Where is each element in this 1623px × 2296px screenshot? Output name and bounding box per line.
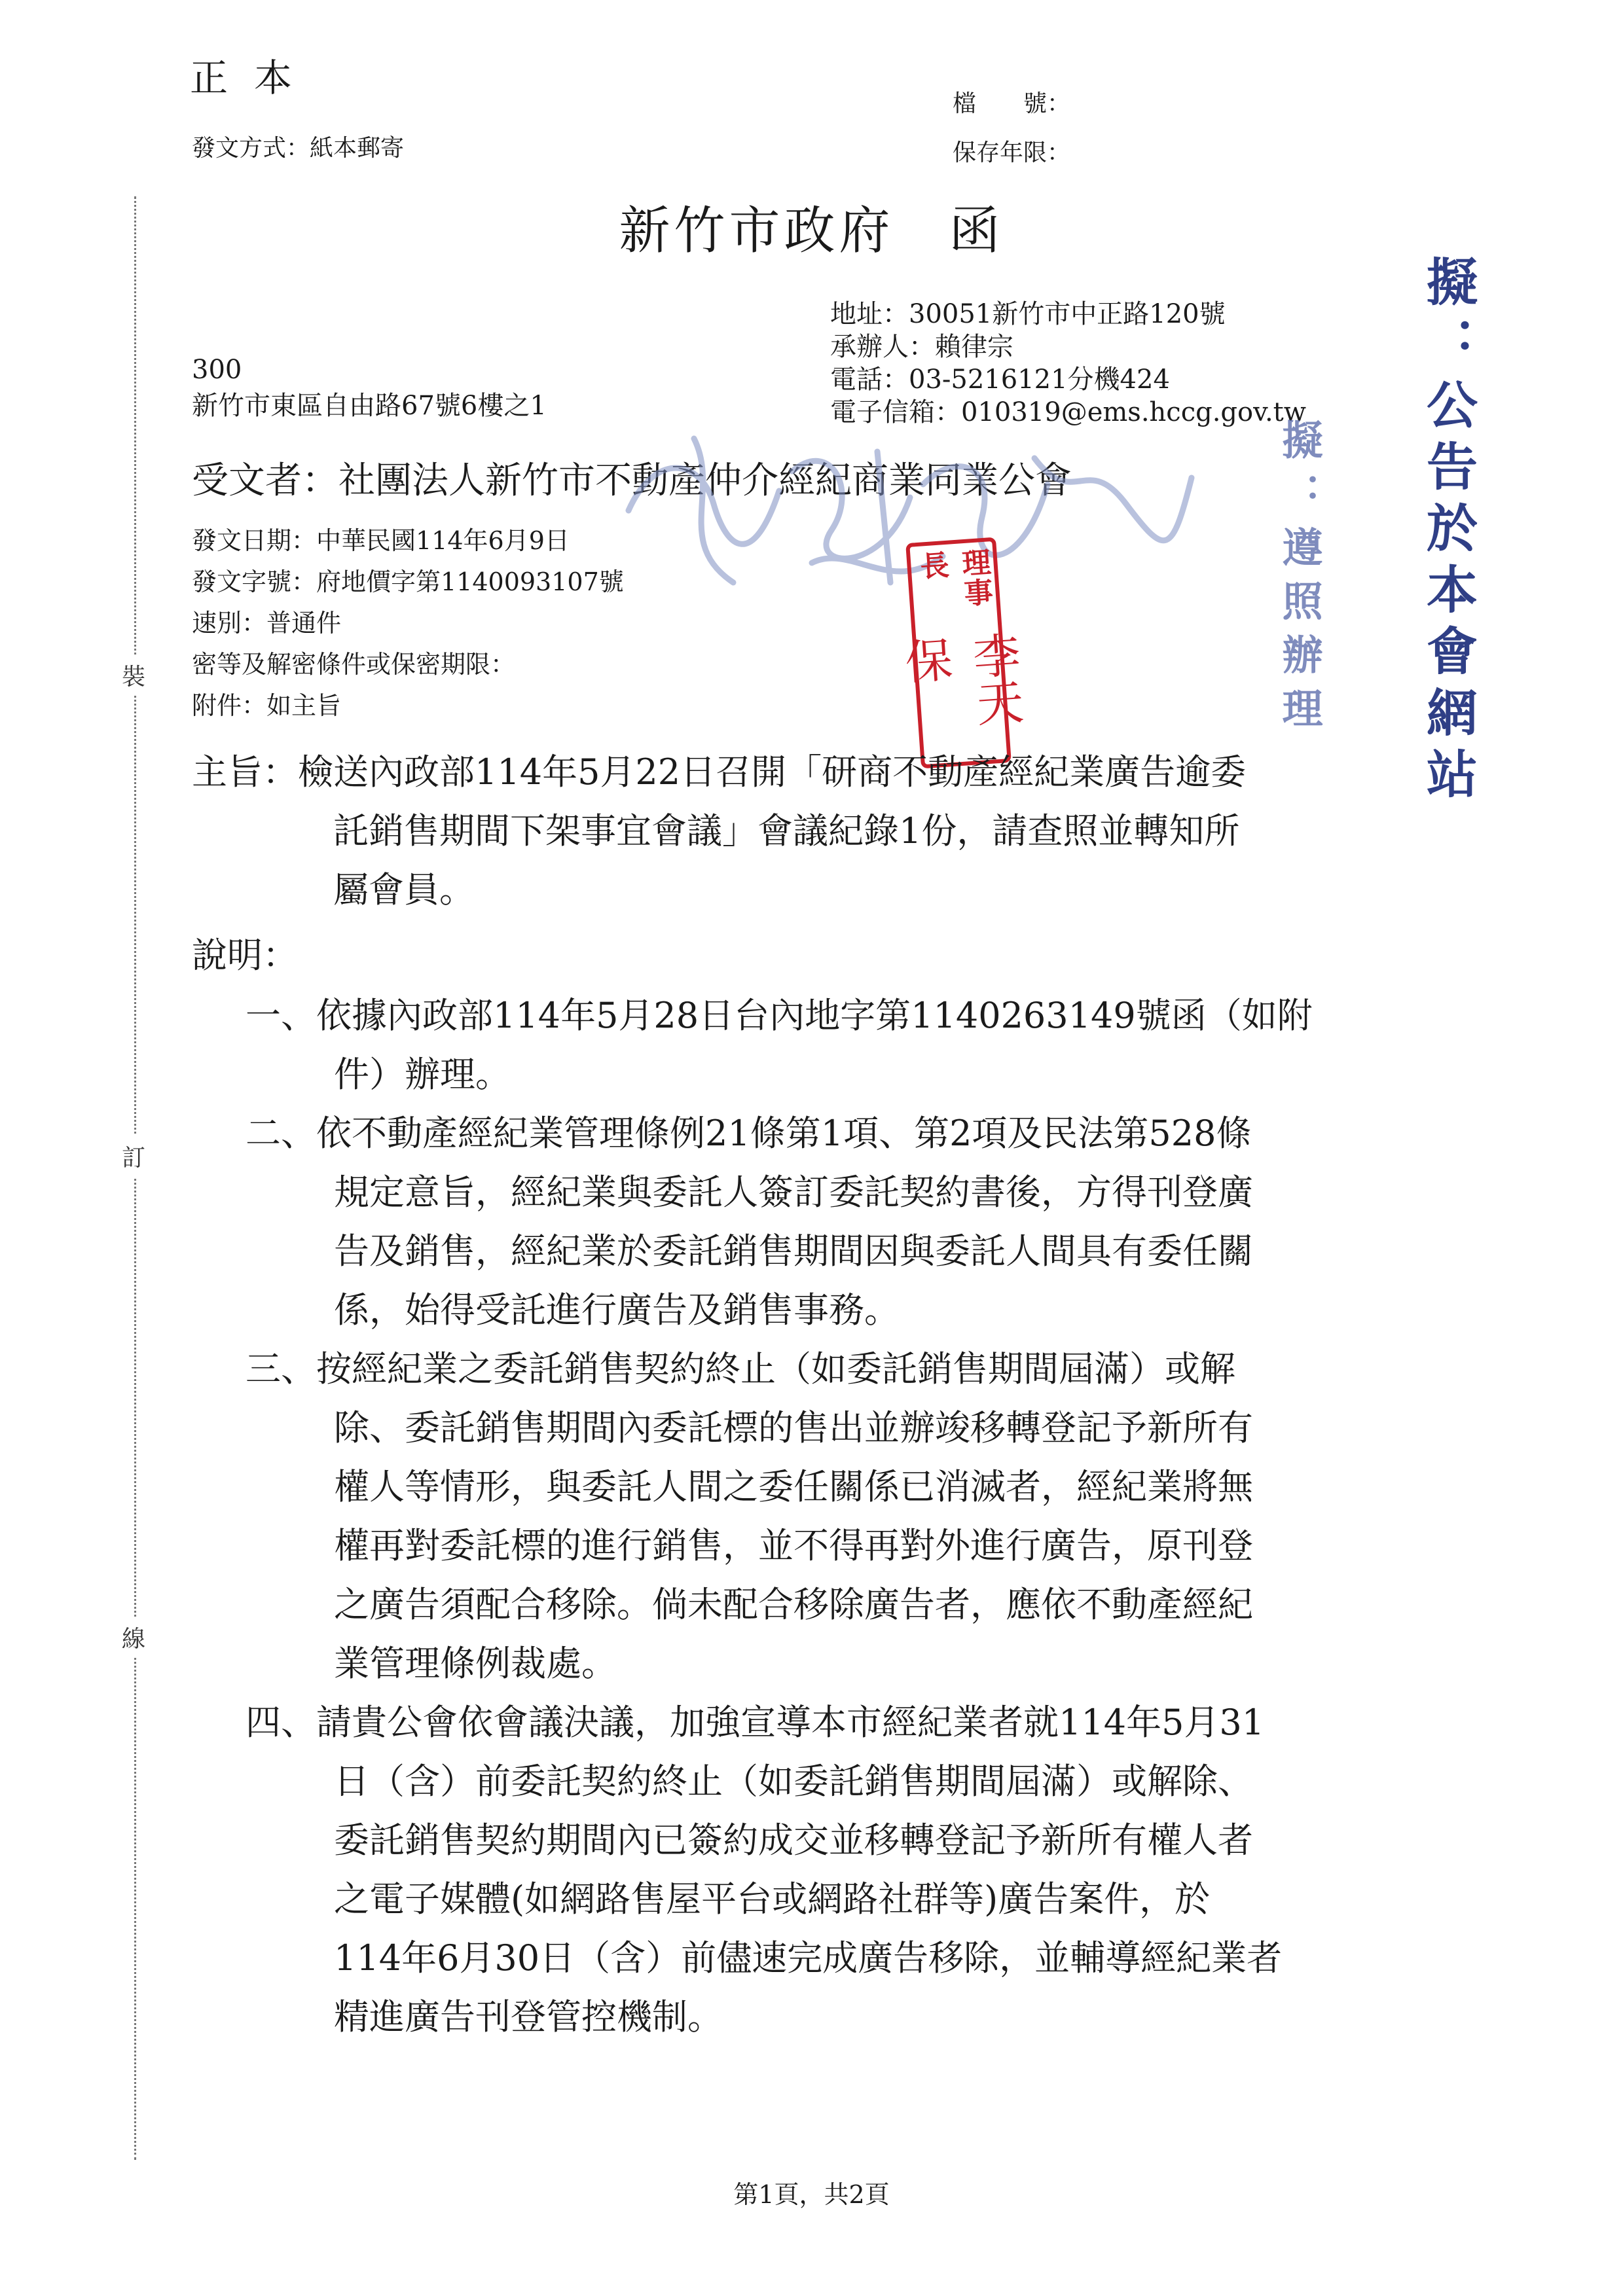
chairman-seal-title: 理事長	[914, 547, 994, 609]
explanation-line: 四、請貴公會依會議決議，加強宣導本市經紀業者就114年5月31	[246, 1702, 1265, 1743]
subject-line: 主旨：檢送內政部114年5月22日召開「研商不動產經紀業廣告逾委	[192, 751, 1247, 793]
handwritten-note-comply: 擬：遵照辦理	[1275, 419, 1323, 741]
receiver-postal-code: 300	[192, 355, 242, 385]
sender-email: 電子信箱：010319@ems.hccg.gov.tw	[830, 397, 1306, 427]
explanation-line: 業管理條例裁處。	[334, 1643, 617, 1684]
explanation-line: 規定意旨，經紀業與委託人簽訂委託契約書後，方得刊登廣	[334, 1172, 1253, 1213]
speed-class: 速別：普通件	[192, 609, 342, 637]
explanation-line: 三、按經紀業之委託銷售契約終止（如委託銷售期間屆滿）或解	[246, 1348, 1235, 1390]
secrecy-level: 密等及解密條件或保密期限：	[192, 650, 516, 679]
sender-officer: 承辦人：賴律宗	[830, 332, 1013, 362]
explanation-line: 權再對委託標的進行銷售，並不得再對外進行廣告，原刊登	[334, 1525, 1253, 1566]
explanation-line: 之廣告須配合移除。倘未配合移除廣告者，應依不動產經紀	[334, 1584, 1253, 1625]
explanation-line: 件）辦理。	[334, 1054, 511, 1095]
sender-phone: 電話：03-5216121分機424	[830, 365, 1170, 395]
receiver-street: 新竹市東區自由路67號6樓之1	[192, 391, 547, 421]
file-number-label: 檔 號：	[953, 90, 1071, 117]
explanation-line: 114年6月30日（含）前儘速完成廣告移除，並輔導經紀業者	[334, 1937, 1283, 1979]
explanation-line: 告及銷售，經紀業於委託銷售期間因與委託人間具有委任關	[334, 1230, 1253, 1272]
dispatch-method: 發文方式：紙本郵寄	[192, 135, 405, 162]
copy-mark: 正本	[190, 56, 319, 100]
explanation-line: 除、委託銷售期間內委託標的售出並辦竣移轉登記予新所有	[334, 1407, 1253, 1448]
explanation-line: 之電子媒體(如網路售屋平台或網路社群等)廣告案件，於	[334, 1878, 1211, 1920]
document-number: 發文字號：府地價字第1140093107號	[192, 567, 624, 596]
binding-char-zhuang: 裝	[122, 655, 145, 696]
binding-line	[134, 196, 136, 2160]
retention-label: 保存年限：	[953, 139, 1071, 166]
recipient: 受文者：社團法人新竹市不動產仲介經紀商業同業公會	[192, 459, 1072, 502]
attachment: 附件：如主旨	[192, 691, 342, 720]
explanation-line: 日（含）前委託契約終止（如委託銷售期間屆滿）或解除、	[334, 1761, 1253, 1802]
sender-address: 地址：30051新竹市中正路120號	[830, 299, 1226, 329]
binding-char-ding: 訂	[122, 1136, 145, 1177]
explanation-line: 一、依據內政部114年5月28日台內地字第1140263149號函（如附	[246, 995, 1313, 1036]
explanation-line: 二、依不動產經紀業管理條例21條第1項、第2項及民法第528條	[246, 1113, 1252, 1154]
subject-line: 屬會員。	[333, 869, 475, 910]
page-number: 第1頁，共2頁	[733, 2180, 890, 2209]
chairman-seal	[896, 537, 1025, 769]
explanation-line: 精進廣告刊登管控機制。	[334, 1996, 723, 2037]
handwritten-note-publish: 擬：公告於本會網站	[1418, 255, 1478, 809]
explanation-heading: 說明：	[192, 935, 298, 976]
issue-date: 發文日期：中華民國114年6月9日	[192, 526, 570, 555]
chairman-seal-name: 李天保	[896, 630, 1025, 728]
explanation-line: 係，始得受託進行廣告及銷售事務。	[334, 1289, 900, 1331]
subject-line: 託銷售期間下架事宜會議」會議紀錄1份，請查照並轉知所	[333, 810, 1240, 852]
document-title: 新竹市政府 函	[619, 202, 1004, 260]
explanation-line: 委託銷售契約期間內已簽約成交並移轉登記予新所有權人者	[334, 1820, 1253, 1861]
binding-char-xian: 線	[122, 1617, 145, 1658]
explanation-line: 權人等情形，與委託人間之委任關係已消滅者，經紀業將無	[334, 1466, 1253, 1507]
